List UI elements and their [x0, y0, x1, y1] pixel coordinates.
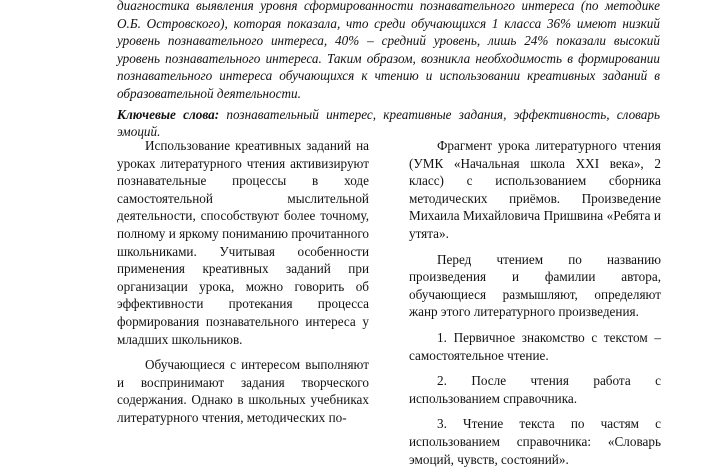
- right-paragraph-1: Фрагмент урока литературного чтения (УМК «Начальная школа XXI века», 2 класс) с использованием сборника методических приёмов. Произведение Михаила Михайловича Пришвина «Ребята и утята».: [409, 138, 661, 241]
- keywords: [117, 106, 660, 141]
- left-paragraph-2: Обучающиеся с интересом выполняют и воспринимают задания творческого содержания. Однако в школьных учебниках литературного чтения, методических по-: [117, 357, 369, 425]
- list-item-3: 3. Чтение текста по частям с использованием справочника: «Словарь эмоций, чувств, состояний».: [409, 416, 661, 467]
- keywords-text: познавательный интерес, креативные задания, эффективность, словарь эмоций.: [117, 106, 660, 140]
- abstract: [117, 0, 660, 141]
- keywords-label: Ключевые слова:: [117, 106, 220, 122]
- left-column: [117, 137, 369, 435]
- list-item-1: 1. Первичное знакомство с текстом – самостоятельное чтение.: [409, 329, 661, 363]
- list-item-2: 2. После чтения работа с использованием справочника.: [409, 373, 661, 406]
- left-paragraph-1: Использование креативных заданий на уроках литературного чтения активизируют познавательные процессы в ходе самостоятельной мыслительной деятельности, способствуют более точному, полному и яркому пониманию прочитанного школьниками. Учитывая особенности применения креативных заданий при организации урока, можно говорить об эффективности протекания процесса формирования познавательного интереса у младших школьников.: [117, 138, 369, 347]
- right-column: [409, 137, 661, 476]
- right-paragraph-2: Перед чтением по названию произведения и фамилии автора, обучающиеся размышляют, определяют жанр этого литературного произведения.: [409, 251, 661, 320]
- abstract-text: диагностика выявления уровня сформированности познавательного интереса (по методике О.Б. Островского), которая показала, что среди обучающихся 1 класса 36% имеют низкий уровень познавательного интереса, 40% – средний уровень, лишь 24% показали высокий уровень познавательного интереса. Таким образом, возникла необходимость в формировании познавательного интереса обучающихся к чтению и использовании креативных заданий в образовательной деятельности.: [117, 0, 660, 101]
